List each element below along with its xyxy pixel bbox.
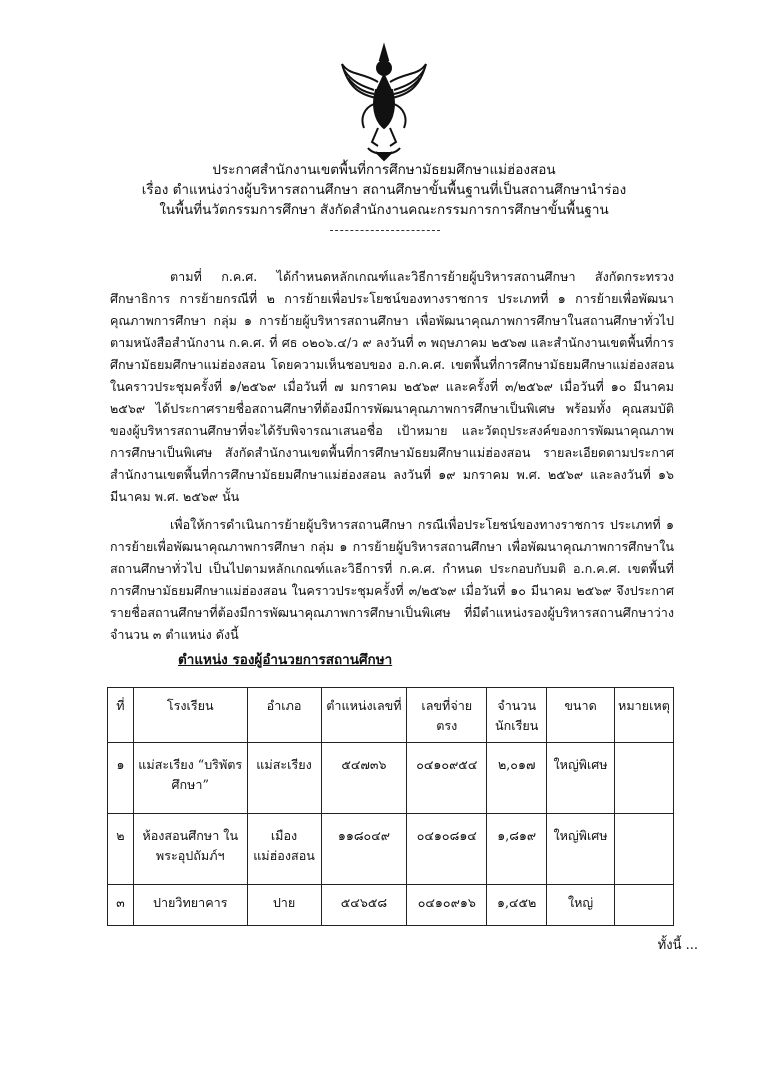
table-row: [108, 743, 674, 814]
table-header-row: [108, 688, 674, 743]
cell-position-no: ๕๔๗๓๖: [321, 743, 407, 814]
cell-size: ใหญ่: [547, 885, 615, 926]
cell-size: ใหญ่พิเศษ: [547, 743, 615, 814]
garuda-emblem-icon: [338, 42, 430, 162]
table-row: [108, 885, 674, 926]
cell-no: ๒: [108, 814, 134, 885]
header-note: หมายเหตุ: [614, 688, 673, 743]
body-paragraph-2: เพื่อให้การดำเนินการย้ายผู้บริหารสถานศึกษา กรณีเพื่อประโยชน์ของทางราชการ ประเภทที่ ๑ การย้ายเพื่อพัฒนาคุณภาพการศึกษา กลุ่ม ๑ การย้ายผู้บริหารสถานศึกษา เพื่อพัฒนาคุณภาพการศึกษาในสถานศึกษาทั่วไป เป็นไปตามหลักเกณฑ์และวิธีการที่ ก.ค.ศ. กำหนด ประกอบกับมติ อ.ก.ค.ศ. เขตพื้นที่การศึกษามัธยมศึกษาแม่ฮ่องสอน ในคราวประชุมครั้งที่ ๓/๒๕๖๙ เมื่อวันที่ ๑๐ มีนาคม ๒๕๖๙ จึงประกาศรายชื่อสถานศึกษาที่ต้องมีการพัฒนาคุณภาพการศึกษาเป็นพิเศษ ที่มีตำแหน่งรองผู้บริหารสถานศึกษาว่าง จำนวน ๓ ตำแหน่ง ดังนี้: [110, 517, 674, 642]
cell-note: [614, 743, 673, 814]
body-paragraph-1: ตามที่ ก.ค.ศ. ได้กำหนดหลักเกณฑ์และวิธีการย้ายผู้บริหารสถานศึกษา สังกัดกระทรวงศึกษาธิการ การย้ายกรณีที่ ๒ การย้ายเพื่อประโยชน์ของทางราชการ ประเภทที่ ๑ การย้ายเพื่อพัฒนาคุณภาพการศึกษา กลุ่ม ๑ การย้ายผู้บริหารสถานศึกษา เพื่อพัฒนาคุณภาพการศึกษาในสถานศึกษาทั่วไป ตามหนังสือสำนักงาน ก.ค.ศ. ที่ ศธ ๐๒๐๖.๔/ว ๙ ลงวันที่ ๓ พฤษภาคม ๒๕๖๗ และสำนักงานเขตพื้นที่การศึกษามัธยมศึกษาแม่ฮ่องสอน โดยความเห็นชอบของ อ.ก.ค.ศ. เขตพื้นที่การศึกษามัธยมศึกษาแม่ฮ่องสอน ในคราวประชุมครั้งที่ ๑/๒๕๖๙ เมื่อวันที่ ๗ มกราคม ๒๕๖๙ และครั้งที่ ๓/๒๕๖๙ เมื่อวันที่ ๑๐ มีนาคม ๒๕๖๙ ได้ประกาศรายชื่อสถานศึกษาที่ต้องมีการพัฒนาคุณภาพการศึกษาเป็นพิเศษ พร้อมทั้ง คุณสมบัติของผู้บริหารสถานศึกษาที่จะได้รับพิจารณาเสนอชื่อ เป้าหมาย และวัตถุประสงค์ของการพัฒนาคุณภาพการศึกษาเป็นพิเศษ สังกัดสำนักงานเขตพื้นที่การศึกษามัธยมศึกษาแม่ฮ่องสอน รายละเอียดตามประกาศสำนักงานเขตพื้นที่การศึกษามัธยมศึกษาแม่ฮ่องสอน ลงวันที่ ๑๙ มกราคม พ.ศ. ๒๕๖๙ และลงวันที่ ๑๖ มีนาคม พ.ศ. ๒๕๖๙ นั้น: [110, 269, 674, 504]
header-pay-no: เลขที่จ่าย ตรง: [407, 688, 487, 743]
cell-note: [614, 814, 673, 885]
cell-no: ๑: [108, 743, 134, 814]
header-size: ขนาด: [547, 688, 615, 743]
cell-pay-no: ๐๔๑๐๙๕๔: [407, 743, 487, 814]
table-row: [108, 814, 674, 885]
cell-position-no: ๑๑๘๐๔๙: [321, 814, 407, 885]
cell-district: ปาย: [247, 885, 321, 926]
vacancy-table: [107, 687, 674, 926]
cell-students: ๑,๘๑๙: [487, 814, 547, 885]
continuation-text: ทั้งนี้ ...: [657, 938, 698, 953]
announcement-subject-cont: ในพื้นที่นวัตกรรมการศึกษา สังกัดสำนักงานคณะกรรมการการศึกษาขั้นพื้นฐาน: [159, 202, 609, 218]
cell-school: ห้องสอนศึกษา ในพระอุปถัมภ์ฯ: [133, 814, 247, 885]
cell-no: ๓: [108, 885, 134, 926]
header-school: โรงเรียน: [133, 688, 247, 743]
cell-school: แม่สะเรียง “บริพัตรศึกษา”: [133, 743, 247, 814]
announcement-issuer: ประกาศสำนักงานเขตพื้นที่การศึกษามัธยมศึกษาแม่ฮ่องสอน: [212, 162, 556, 178]
section-title: ตำแหน่ง รองผู้อำนวยการสถานศึกษา: [178, 652, 393, 668]
cell-district: แม่สะเรียง: [247, 743, 321, 814]
header-district: อำเภอ: [247, 688, 321, 743]
header-position-no: ตำแหน่งเลขที่: [321, 688, 407, 743]
cell-students: ๑,๔๕๒: [487, 885, 547, 926]
cell-size: ใหญ่พิเศษ: [547, 814, 615, 885]
cell-pay-no: ๐๔๑๐๘๑๔: [407, 814, 487, 885]
cell-pay-no: ๐๔๑๐๙๑๖: [407, 885, 487, 926]
announcement-subject: เรื่อง ตำแหน่งว่างผู้บริหารสถานศึกษา สถานศึกษาขั้นพื้นฐานที่เป็นสถานศึกษานำร่อง: [141, 182, 627, 198]
cell-students: ๒,๐๑๗: [487, 743, 547, 814]
cell-position-no: ๕๔๖๕๘: [321, 885, 407, 926]
cell-school: ปายวิทยาคาร: [133, 885, 247, 926]
cell-district: เมือง แม่ฮ่องสอน: [247, 814, 321, 885]
header-no: ที่: [108, 688, 134, 743]
header-students: จำนวน นักเรียน: [487, 688, 547, 743]
cell-note: [614, 885, 673, 926]
heading-divider: [330, 230, 440, 231]
